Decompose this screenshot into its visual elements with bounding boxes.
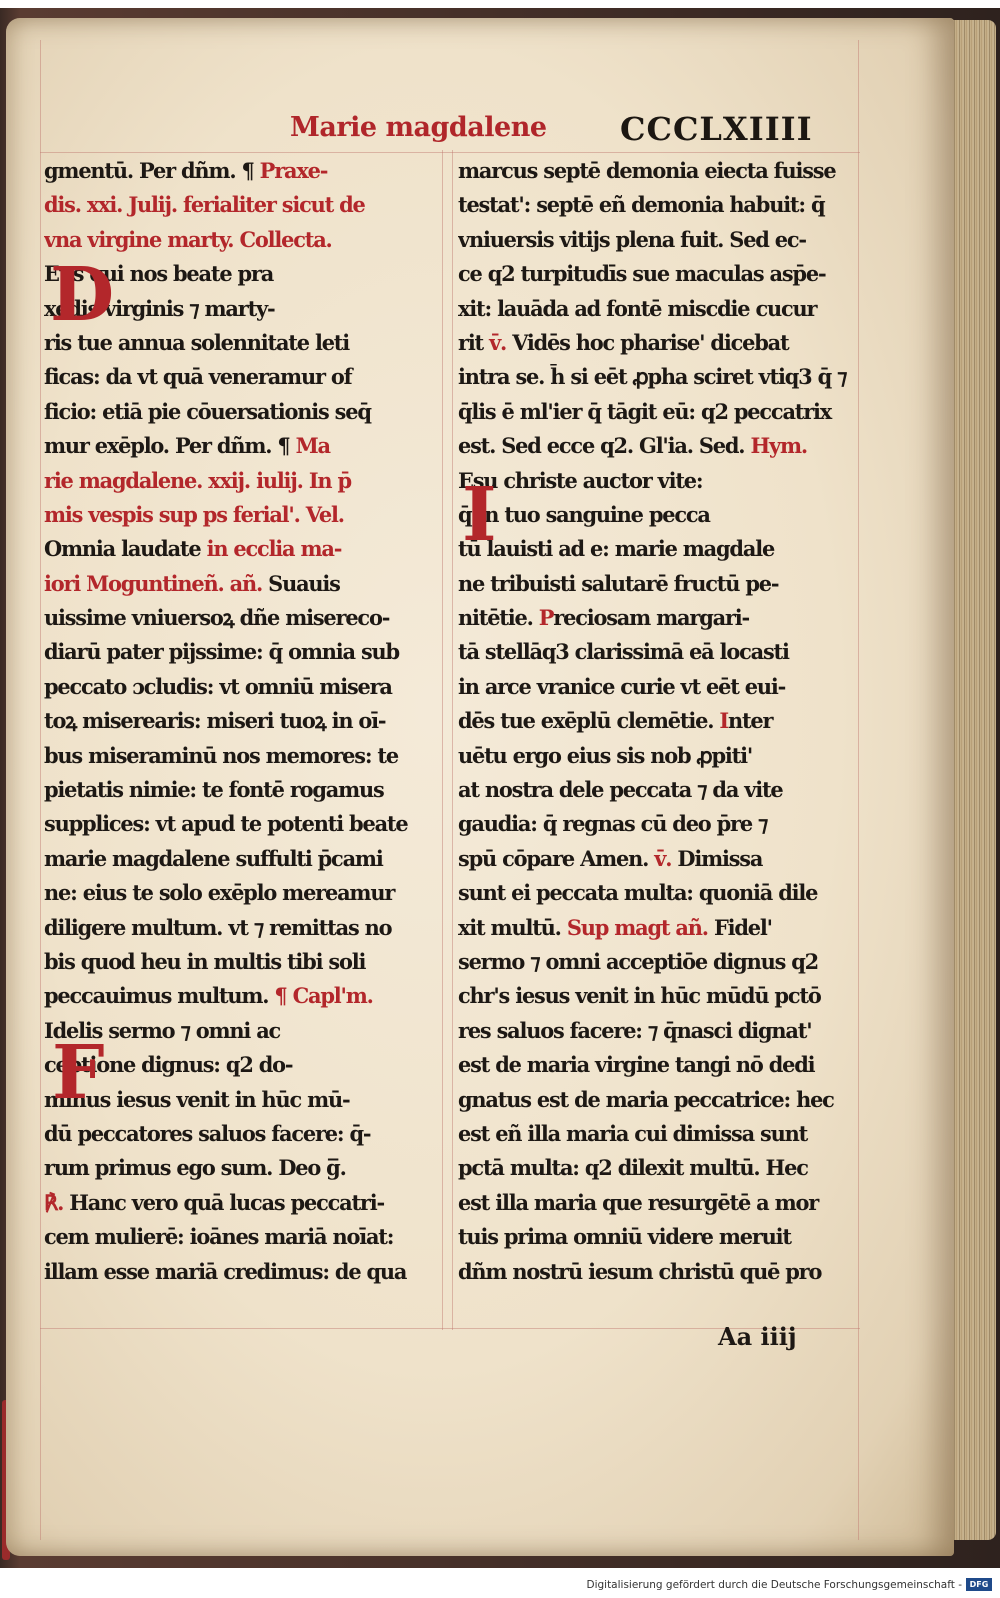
rubric-text: Ma — [295, 433, 330, 459]
body-text: minus iesus venit in hūc mū- — [44, 1086, 350, 1112]
body-text: diligere multum. vt ⁊ remittas no — [44, 914, 392, 940]
body-text: xit: lauāda ad fontē miscdie cucur — [458, 295, 817, 321]
body-text: Hanc vero quā lucas peccatri- — [69, 1189, 384, 1215]
text-line — [44, 704, 434, 738]
body-text: Fidel' — [713, 914, 772, 940]
rubric-text: Hym. — [750, 433, 807, 459]
body-text: pietatis nimie: te fontē rogamus — [44, 777, 384, 803]
body-text: sermo ⁊ omni acceptiōe dignus q2 — [458, 948, 819, 974]
text-line — [44, 945, 434, 979]
text-line — [458, 1220, 848, 1254]
body-text: ficio: etiā pie cōuersationis seq̄ — [44, 398, 371, 424]
ruling-line — [858, 40, 859, 1540]
body-text: mur exēplo. Per dñm. ¶ — [44, 433, 296, 459]
text-line — [458, 567, 848, 601]
body-text: ficas: da vt quā veneramur of — [44, 364, 352, 390]
body-text: Vidēs hoc pharise' dicebat — [512, 329, 789, 355]
text-line — [44, 188, 434, 222]
body-text: testat': septē eñ demonia habuit: q̄ — [458, 192, 825, 218]
text-line — [458, 979, 848, 1013]
text-line — [458, 1014, 848, 1048]
text-line — [44, 395, 434, 429]
body-text: Esu christe auctor vite: — [458, 467, 703, 493]
text-line — [44, 807, 434, 841]
initial-letter-i: I — [462, 472, 497, 558]
body-text: q̄lis ē ml'ier q̄ tāgit eū: q2 peccatrix — [458, 398, 832, 424]
body-text: peccauimus multum. — [44, 983, 275, 1009]
body-text: marie magdalene suffulti p̄cami — [44, 845, 383, 871]
body-text: marcus septē demonia eiecta fuisse — [458, 158, 836, 183]
text-line — [458, 635, 848, 669]
text-line — [44, 498, 434, 532]
body-text: res saluos facere: ⁊ q̄nasci dignat' — [458, 1017, 812, 1043]
text-line — [458, 154, 848, 188]
body-text: gmentū. Per dñm. ¶ — [44, 158, 260, 183]
rubric-text: in ecclia ma- — [206, 536, 342, 562]
text-line — [458, 704, 848, 738]
body-text: est de maria virgine tangi nō dedi — [458, 1052, 815, 1078]
body-text: at nostra dele peccata ⁊ da vite — [458, 777, 783, 803]
signature-mark: Aa iiij — [718, 1322, 797, 1351]
body-text: Dimissa — [677, 845, 763, 871]
body-text: ce q2 turpitudīs sue maculas asp̄e- — [458, 261, 826, 287]
text-line — [44, 876, 434, 910]
rubric-text: Sup magt añ. — [566, 914, 714, 940]
body-text: rum primus ego sum. Deo g̅. — [44, 1155, 346, 1181]
text-line — [458, 223, 848, 257]
page-header — [290, 112, 850, 156]
rubric-text: P — [538, 605, 554, 631]
body-text: intra se. h̄ si eēt ꝓpha sciret vtiq3 q̄ ⁊ — [458, 364, 847, 390]
text-line — [44, 635, 434, 669]
body-text: chr's iesus venit in hūc mūdū pctō — [458, 983, 821, 1009]
body-text: vniuersis vitijs plena fuit. Sed ec- — [458, 226, 806, 252]
text-line — [458, 911, 848, 945]
body-text: bis quod heu in multis tibi soli — [44, 948, 366, 974]
text-line — [44, 567, 434, 601]
body-text: gnatus est de maria peccatrice: hec — [458, 1086, 834, 1112]
page-edges — [950, 20, 996, 1540]
initial-letter-d: D — [50, 252, 115, 338]
text-line — [44, 429, 434, 463]
body-text: Eus qui nos beate pra — [44, 261, 274, 287]
rubric-text: rie magdalene. xxij. iulij. In p̄ — [44, 467, 351, 493]
text-line — [458, 464, 848, 498]
running-title: Marie magdalene — [290, 112, 547, 143]
text-line — [44, 739, 434, 773]
body-text: dū peccatores saluos facere: q̄- — [44, 1120, 371, 1146]
text-line — [44, 773, 434, 807]
text-line — [458, 807, 848, 841]
text-line — [458, 395, 848, 429]
body-text: peccato ɔcludis: vt omniū misera — [44, 673, 392, 699]
body-text: tū lauisti ad e: marie magdale — [458, 536, 775, 562]
body-text: nter — [727, 708, 773, 734]
body-text: nitētie. — [458, 605, 539, 631]
text-line — [44, 464, 434, 498]
text-line — [44, 1220, 434, 1254]
text-line — [44, 1186, 434, 1220]
body-text: Omnia laudate — [44, 536, 207, 562]
footer-bar — [0, 1572, 1000, 1598]
text-line — [44, 979, 434, 1013]
body-text: cem mulierē: ioānes mariā noīat: — [44, 1224, 394, 1250]
text-line — [458, 360, 848, 394]
text-line — [458, 1048, 848, 1082]
rubric-text: Praxe- — [259, 158, 328, 183]
body-text: diarū pater pijssime: q̄ omnia sub — [44, 639, 399, 665]
body-text: q̄ in tuo sanguine pecca — [458, 501, 710, 527]
text-line — [44, 1255, 434, 1289]
text-line — [458, 842, 848, 876]
text-line — [458, 429, 848, 463]
body-text: in arce vranice curie vt eēt eui- — [458, 673, 786, 699]
text-line — [44, 1151, 434, 1185]
text-line — [458, 292, 848, 326]
body-text: ne tribuisti salutarē fructū pe- — [458, 570, 779, 596]
text-line — [44, 842, 434, 876]
body-text: est eñ illa maria cui dimissa sunt — [458, 1120, 808, 1146]
ruling-line — [452, 150, 453, 1330]
rubric-text: ℟. — [44, 1189, 70, 1215]
text-line — [44, 1117, 434, 1151]
right-text-column — [458, 154, 850, 1289]
rubric-text: v̄. — [654, 845, 678, 871]
body-text: pctā multa: q2 dilexit multū. Hec — [458, 1155, 808, 1181]
body-text: est illa maria que resurgētē a mor — [458, 1189, 819, 1215]
body-text: bus miseraminū nos memores: te — [44, 742, 399, 768]
body-text: xedis virginis ⁊ marty- — [44, 295, 275, 321]
text-line — [458, 532, 848, 566]
text-line — [44, 154, 434, 188]
ruling-line — [442, 150, 443, 1330]
text-line — [44, 601, 434, 635]
folio-number: CCCLXIIII — [620, 110, 813, 148]
text-line — [458, 257, 848, 291]
rubric-text: v̄. — [489, 329, 513, 355]
text-line — [458, 1255, 848, 1289]
dfg-logo: DFG — [966, 1578, 992, 1591]
body-text: tuis prima omniū videre meruit — [458, 1224, 791, 1250]
text-line — [458, 188, 848, 222]
body-text: Suauis — [268, 570, 340, 596]
body-text: sunt ei peccata multa: quoniā dile — [458, 880, 818, 906]
body-text: ris tue annua solennitate leti — [44, 329, 349, 355]
body-text: est. Sed ecce q2. Gl'ia. Sed. — [458, 433, 751, 459]
rubric-text: I — [719, 708, 728, 734]
body-text: illam esse mariā credimus: de qua — [44, 1258, 407, 1284]
body-text: rit — [458, 329, 490, 355]
initial-letter-f: F — [52, 1030, 105, 1116]
body-text: uētu ergo eius sis nob ꝓpiti' — [458, 742, 753, 768]
body-text: tā stellāq3 clarissimā eā locasti — [458, 639, 789, 665]
body-text: reciosam margari- — [553, 605, 750, 631]
text-line — [458, 1083, 848, 1117]
body-text: Idelis sermo ⁊ omni ac — [44, 1017, 281, 1043]
text-line — [44, 532, 434, 566]
rubric-text: mis vespis sup ps ferial'. Vel. — [44, 501, 344, 527]
text-line — [458, 945, 848, 979]
funding-credit: Digitalisierung gefördert durch die Deutsche Forschungsgemeinschaft - — [586, 1579, 962, 1591]
text-line — [458, 670, 848, 704]
text-line — [458, 498, 848, 532]
body-text: xit multū. — [458, 914, 567, 940]
body-text: ne: eius te solo exēplo mereamur — [44, 880, 395, 906]
body-text: toꝝ miserearis: miseri tuoꝝ in oī- — [44, 708, 386, 734]
text-line — [458, 773, 848, 807]
body-text: gaudia: q̄ regnas cū deo p̄re ⁊ — [458, 811, 768, 837]
text-line — [44, 670, 434, 704]
body-text: ceptione dignus: q2 do- — [44, 1052, 293, 1078]
body-text: supplices: vt apud te potenti beate — [44, 811, 408, 837]
text-line — [458, 601, 848, 635]
text-line — [458, 1117, 848, 1151]
rubric-text: iori Moguntineñ. añ. — [44, 570, 269, 596]
body-text: uissime vniuersoꝝ dñe misereco- — [44, 605, 390, 631]
text-line — [458, 739, 848, 773]
text-line — [458, 326, 848, 360]
body-text: dñm nostrū iesum christū quē pro — [458, 1258, 822, 1284]
body-text: dēs tue exēplū clemētie. — [458, 708, 720, 734]
rubric-text: vna virgine marty. Collecta. — [44, 226, 332, 252]
body-text: spū cōpare Amen. — [458, 845, 655, 871]
text-line — [458, 1151, 848, 1185]
rubric-text: dis. xxi. Julij. ferialiter sicut de — [44, 192, 365, 218]
rubric-text: ¶ Capl'm. — [274, 983, 373, 1009]
text-line — [458, 876, 848, 910]
ruling-line — [40, 40, 41, 1540]
text-line — [458, 1186, 848, 1220]
text-line — [44, 911, 434, 945]
text-line — [44, 360, 434, 394]
